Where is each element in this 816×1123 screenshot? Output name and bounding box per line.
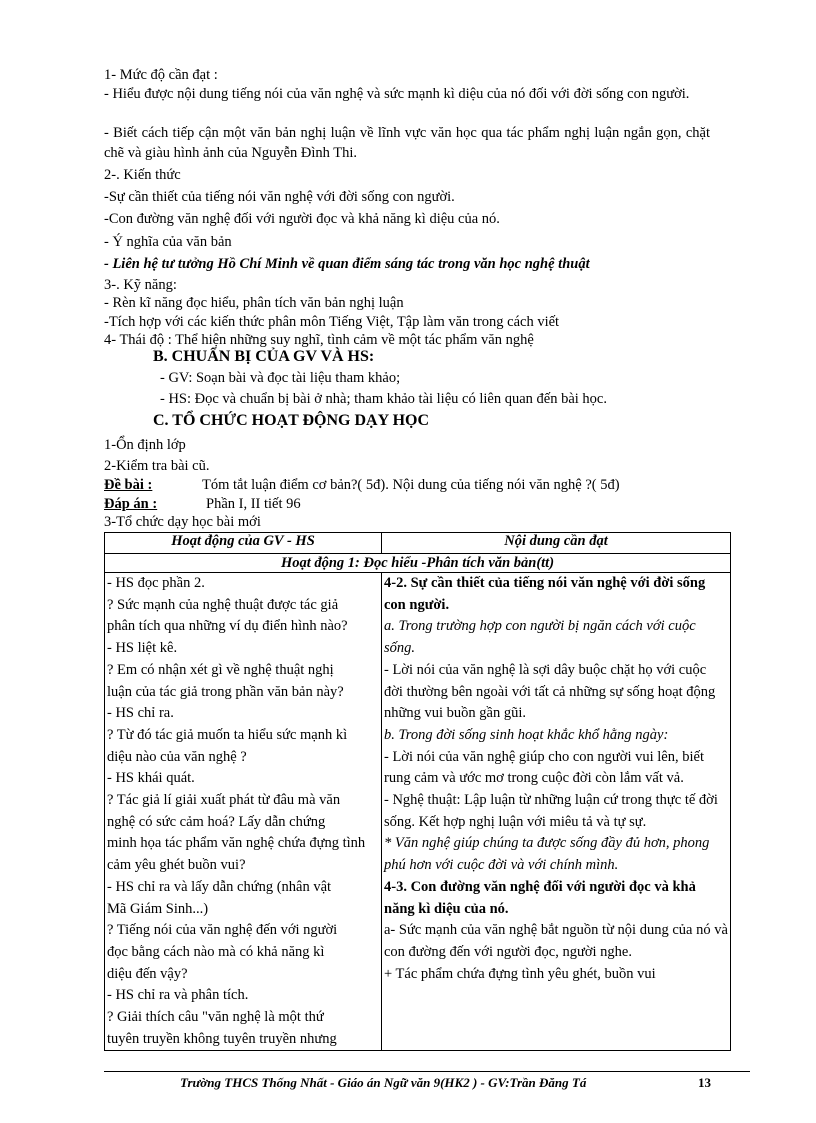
exercise-text: Tóm tắt luận điểm cơ bản?( 5đ). Nội dung của tiếng nói văn nghệ ?( 5đ) — [202, 477, 620, 493]
col-header-activities: Hoạt động của GV - HS — [105, 533, 382, 554]
subsection-a: a. Trong trường hợp con người bị ngăn cách với cuộc sống. — [384, 618, 696, 657]
right-column — [382, 573, 731, 1051]
knowledge-item-1: -Sự cần thiết của tiếng nói văn nghệ với đời sống con người. — [104, 189, 455, 205]
table-header-row — [105, 533, 731, 554]
left-line: - HS khái quát. — [107, 770, 195, 787]
organization-heading: C. TỔ CHỨC HOẠT ĐỘNG DẠY HỌC — [153, 412, 430, 429]
page-number: 13 — [698, 1075, 711, 1090]
section-heading: 4-2. Sự cần thiết của tiếng nói văn nghệ với đời sống con người. — [384, 575, 706, 613]
left-line: ? Từ đó tác giả muốn ta hiểu sức mạnh kì — [107, 726, 348, 743]
content-paragraph: - Lời nói của văn nghệ giúp cho con người vui lên, biết rung cảm và ước mơ trong cuộc đời còn lắm vất vả. — [384, 748, 704, 787]
left-line: - HS chỉ ra và phân tích. — [107, 987, 249, 1004]
activity-title: Hoạt động 1: Đọc hiểu -Phân tích văn bản(tt) — [105, 554, 731, 573]
left-line: phân tích qua những ví dụ điển hình nào? — [107, 618, 348, 635]
subsection-b: b. Trong đời sống sinh hoạt khắc khổ hằng ngày: — [384, 726, 669, 743]
left-line: diệu đến vậy? — [107, 965, 188, 982]
attitude-line: 4- Thái độ : Thể hiện những suy nghĩ, tình cảm về một tác phẩm văn nghệ — [104, 332, 534, 348]
section-heading: 4-3. Con đường văn nghệ đối với người đọc và khả năng kì diệu của nó. — [384, 878, 696, 917]
level-item-2: - Biết cách tiếp cận một văn bản nghị luận về lĩnh vực văn học qua tác phẩm nghị luận ngắn gọn, chặt chẽ và giàu hình ảnh của Nguyễn Đình Thi. — [104, 125, 710, 161]
left-line: minh họa tác phẩm văn nghệ chứa đựng tình — [107, 835, 366, 852]
content-paragraph: - Lời nói của văn nghệ là sợi dây buộc chặt họ với cuộc đời thường bên ngoài với tất cả những sự sống hoạt động những vui buồn gần gũi. — [384, 661, 716, 722]
left-line: đọc bằng cách nào mà có khả năng kì — [107, 943, 325, 960]
knowledge-heading: 2-. Kiến thức — [104, 167, 181, 183]
left-line: diệu nào của văn nghệ ? — [107, 748, 247, 765]
left-line: ? Tiếng nói của văn nghệ đến với người — [107, 922, 338, 939]
left-line: luận của tác giả trong phần văn bản này? — [107, 683, 344, 700]
skills-item-1: - Rèn kĩ năng đọc hiểu, phân tích văn bản nghị luận — [104, 295, 404, 311]
content-paragraph: a- Sức mạnh của văn nghệ bắt nguồn từ nội dung của nó và con đường đến với người đọc, người nghe. — [384, 922, 728, 960]
activity-table — [104, 532, 731, 1051]
level-heading: 1- Mức độ cần đạt : — [104, 67, 218, 83]
knowledge-item-2: -Con đường văn nghệ đối với người đọc và khả năng kì diệu của nó. — [104, 211, 500, 227]
left-column — [105, 573, 382, 1051]
left-line: ? Em có nhận xét gì về nghệ thuật nghị — [107, 661, 334, 678]
left-line: - HS đọc phần 2. — [107, 575, 205, 591]
activity-title-row — [105, 554, 731, 573]
preparation-heading: B. CHUẨN BỊ CỦA GV VÀ HS: — [153, 348, 375, 365]
left-line: Mã Giám Sinh...) — [107, 900, 209, 917]
level-item-1: - Hiểu được nội dung tiếng nói của văn nghệ và sức mạnh kì diệu của nó đối với đời sống con người. — [104, 86, 690, 102]
content-paragraph: + Tác phẩm chứa đựng tình yêu ghét, buồn vui — [384, 965, 656, 982]
step-1: 1-Ổn định lớp — [104, 437, 186, 453]
preparation-hs: - HS: Đọc và chuẩn bị bài ở nhà; tham khảo tài liệu có liên quan đến bài học. — [160, 391, 607, 407]
knowledge-item-3: - Ý nghĩa của văn bản — [104, 234, 232, 250]
preparation-gv: - GV: Soạn bài và đọc tài liệu tham khảo; — [160, 370, 401, 386]
footer-divider — [104, 1071, 750, 1072]
left-line: tuyên truyền không tuyên truyền nhưng — [107, 1030, 337, 1047]
left-line: ? Sức mạnh của nghệ thuật được tác giả — [107, 596, 339, 613]
left-line: - HS liệt kê. — [107, 640, 178, 657]
art-paragraph: - Nghệ thuật: Lập luận từ những luận cứ trong thực tế đời sống. Kết hợp nghị luận với miêu tả và tự sự. — [384, 792, 718, 830]
col-header-content: Nội dung cần đạt — [382, 533, 731, 554]
exercise-label: Đề bài : — [104, 477, 153, 493]
knowledge-emphasis: - Liên hệ tư tưởng Hồ Chí Minh về quan điểm sáng tác trong văn học nghệ thuật — [104, 256, 590, 272]
left-line: ? Giải thích câu "văn nghệ là một thứ — [107, 1009, 324, 1026]
skills-item-2: -Tích hợp với các kiến thức phân môn Tiếng Việt, Tập làm văn trong cách viết — [104, 314, 560, 330]
left-line: nghệ có sức cảm hoá? Lấy dẫn chứng — [107, 813, 326, 830]
left-line: cảm yêu ghét buồn vui? — [107, 857, 246, 874]
conclusion: * Văn nghệ giúp chúng ta được sống đầy đủ hơn, phong phú hơn với cuộc đời và với chính mình. — [384, 835, 710, 874]
left-line: - HS chỉ ra và lấy dẫn chứng (nhân vật — [107, 878, 332, 895]
table-row — [105, 573, 731, 1051]
skills-heading: 3-. Kỹ năng: — [104, 277, 177, 293]
answer-label: Đáp án : — [104, 496, 158, 512]
left-line: ? Tác giả lí giải xuất phát từ đâu mà văn — [107, 792, 341, 809]
step-3: 3-Tổ chức dạy học bài mới — [104, 514, 261, 530]
answer-text: Phần I, II tiết 96 — [206, 496, 301, 512]
left-line: - HS chỉ ra. — [107, 705, 174, 722]
footer-text: Trường THCS Thống Nhất - Giáo án Ngữ văn 9(HK2 ) - GV:Trần Đăng Tá — [180, 1075, 587, 1090]
step-2: 2-Kiểm tra bài cũ. — [104, 458, 210, 474]
